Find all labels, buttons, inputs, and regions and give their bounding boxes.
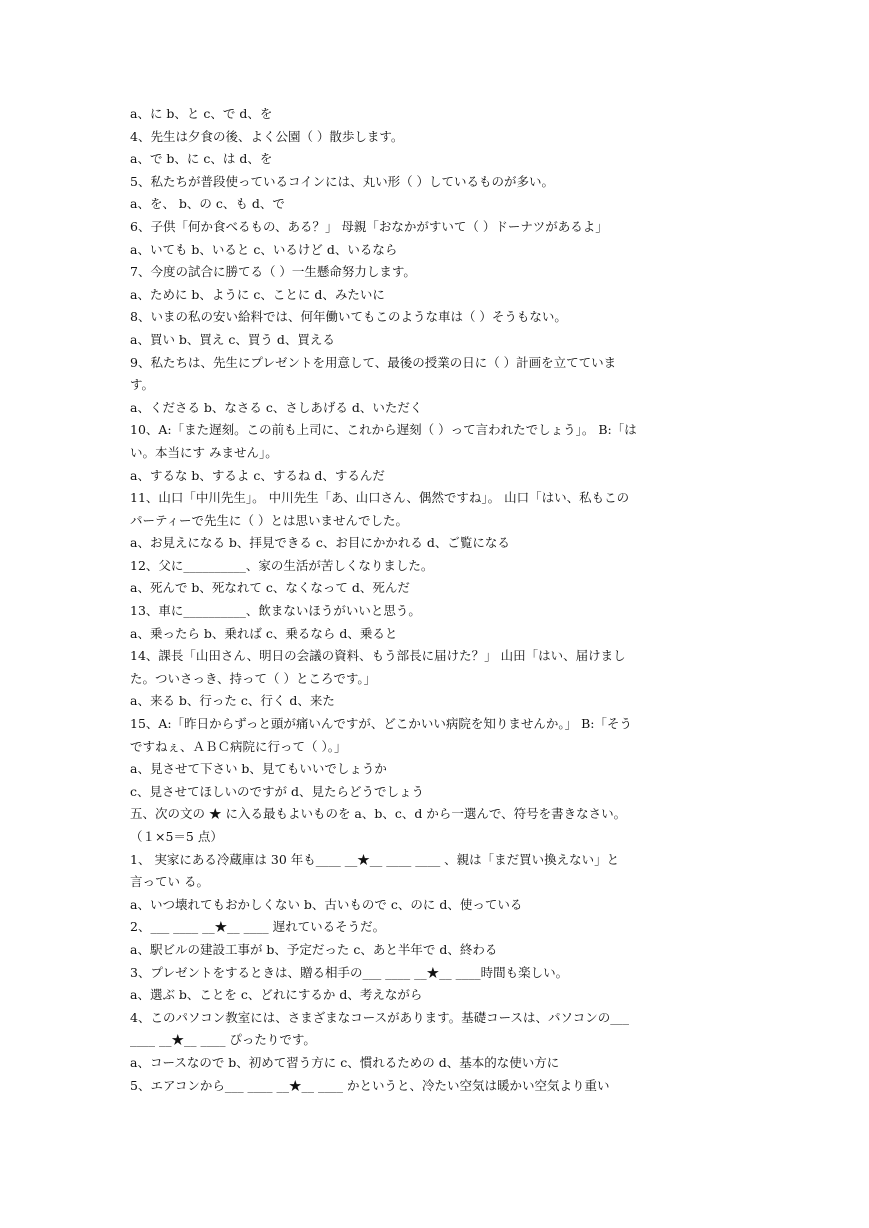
options-line: a、お見えになる b、拝見できる c、お目にかかれる d、ご覧になる (130, 535, 510, 551)
question-line: 9、私たちは、先生にプレゼントを用意して、最後の授業の日に（ ）計画を立てていま (130, 354, 617, 370)
question-line: 2、___ ____ __★__ ____ 遅れているそうだ。 (130, 919, 386, 935)
options-line: a、いつ壊れてもおかしくない b、古いもので c、のに d、使っている (130, 896, 523, 912)
options-line: a、見させて下さい b、見てもいいでしょうか (130, 761, 387, 777)
question-line: 8、いまの私の安い給料では、何年働いてもこのような車は（ ）そうもない。 (130, 309, 567, 325)
question-line: 3、プレゼントをするときは、贈る相手の___ ____ __★__ ____時間も楽しい。 (130, 964, 569, 980)
question-line: 11、山口「中川先生」。 中川先生「あ、山口さん、偶然ですね」。 山口「はい、私もこの (130, 490, 630, 506)
question-line-cont: た。ついさっき、持って（ ）ところです。」 (130, 670, 377, 686)
question-line: 4、このパソコン教室には、さまざまなコースがあります。基礎コースは、パソコンの___ (130, 1009, 629, 1025)
question-line-cont: 言ってい る。 (130, 874, 209, 890)
question-line: 10、A:「また遅刻。この前も上司に、これから遅刻（ ）って言われたでしょう」。 B:「は (130, 422, 637, 438)
options-line: a、死んで b、死なれて c、なくなって d、死んだ (130, 580, 410, 596)
options-line: a、いても b、いると c、いるけど d、いるなら (130, 241, 398, 257)
options-line: c、見させてほしいのですが d、見たらどうでしょう (130, 783, 424, 799)
question-line: 5、エアコンから___ ____ __★__ ____ かというと、冷たい空気は暖かい空気より重い (130, 1077, 610, 1093)
options-line: a、乗ったら b、乗れば c、乗るなら d、乗ると (130, 625, 398, 641)
question-line: 15、A:「昨日からずっと頭が痛いんですが、どこかいい病院を知りませんか。」 B:「そう (130, 716, 633, 732)
section-points: （１×5＝5 点） (130, 829, 223, 844)
options-line: a、選ぶ b、ことを c、どれにするか d、考えながら (130, 987, 423, 1003)
options-line: a、コースなので b、初めて習う方に c、慣れるための d、基本的な使い方に (130, 1054, 560, 1070)
question-line: 5、私たちが普段使っているコインには、丸い形（ ）しているものが多い。 (130, 173, 555, 189)
options-line: a、で b、に c、は d、を (130, 151, 273, 167)
question-line-cont: す。 (130, 377, 155, 393)
options-line: a、来る b、行った c、行く d、来た (130, 693, 335, 709)
question-line: 12、父に__________、家の生活が苦しくなりました。 (130, 557, 434, 573)
question-line-cont: い。本当にす みません」。 (130, 444, 278, 460)
question-line: 7、今度の試合に勝てる（ ）一生懸命努力します。 (130, 264, 416, 280)
section-heading: 五、次の文の ★ に入る最もよいものを a、b、c、d から一選んで、符号を書きなさい。 (130, 806, 627, 822)
question-line: 4、先生は夕食の後、よく公園（ ）散歩します。 (130, 128, 404, 144)
question-line: 6、子供「何か食べるもの、ある？」 母親「おなかがすいて（ ）ドーナツがあるよ」 (130, 218, 608, 234)
options-line: a、するな b、するよ c、するね d、するんだ (130, 467, 385, 483)
options-line: a、を、 b、の c、も d、で (130, 196, 285, 212)
question-line-cont: パーティーで先生に（ ）とは思いませんでした。 (130, 512, 408, 528)
options-line: a、くださる b、なさる c、さしあげる d、いただく (130, 399, 423, 415)
question-line-cont: ____ __★__ ____ ぴったりです。 (130, 1032, 316, 1048)
question-line: 1、 実家にある冷蔵庫は 30 年も____ __★__ ____ ____ 、親は「まだ買い換えない」と (130, 851, 620, 867)
question-line: 13、車に__________、飲まないほうがいいと思う。 (130, 603, 421, 619)
question-line: 14、課長「山田さん、明日の会議の資料、もう部長に届けた？」 山田「はい、届けまし (130, 648, 626, 664)
text-line: a、に b、と c、で d、を (130, 106, 273, 121)
options-line: a、駅ビルの建設工事が b、予定だった c、あと半年で d、終わる (130, 941, 498, 957)
question-line-cont: ですねぇ、ＡＢＣ病院に行って（ ）。」 (130, 738, 347, 754)
options-line: a、ために b、ように c、ことに d、みたいに (130, 286, 385, 302)
options-line: a、買い b、買え c、買う d、買える (130, 331, 335, 347)
document-page (130, 103, 742, 1097)
